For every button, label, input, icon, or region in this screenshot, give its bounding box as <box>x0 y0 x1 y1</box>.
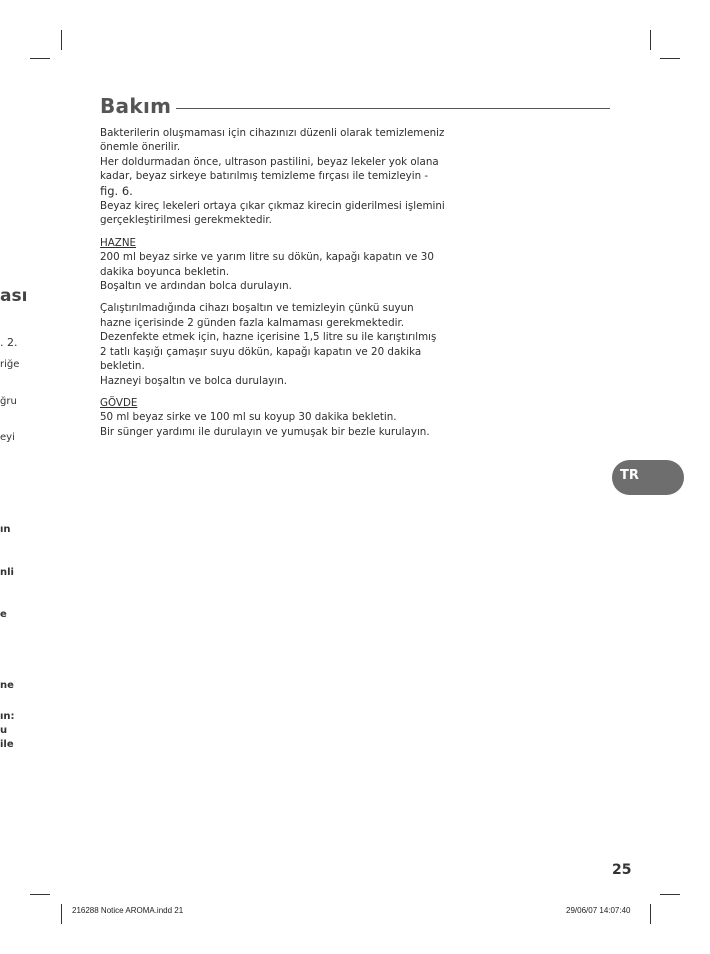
crop-mark <box>30 58 50 59</box>
page-title: Bakım <box>100 94 172 118</box>
crop-mark <box>660 894 680 895</box>
figure-reference: fig. 6. <box>100 183 133 198</box>
footer-file-info: 216288 Notice AROMA.indd 21 <box>72 906 184 915</box>
language-tab <box>612 460 684 495</box>
intro-paragraph: Bakterilerin oluşmaması için cihazınızı düzenli olarak temizlemeniz önemle önerilir. <box>100 127 445 154</box>
edge-text: ın: <box>0 711 15 722</box>
limescale-paragraph: Beyaz kireç lekeleri ortaya çıkar çıkmaz kirecin giderilmesi işlemini gerçekleştirilmesi gerekmektedir. <box>100 200 445 227</box>
crop-mark <box>61 904 62 924</box>
crop-mark <box>61 30 62 50</box>
page-number: 25 <box>612 862 632 878</box>
edge-text: ğru <box>0 396 17 407</box>
section-header <box>100 94 610 124</box>
edge-text: ile <box>0 739 14 750</box>
footer-timestamp: 29/06/07 14:07:40 <box>566 906 631 915</box>
crop-mark <box>660 58 680 59</box>
govde-paragraph: Bir sünger yardımı ile durulayın ve yumuşak bir bezle kurulayın. <box>100 425 430 438</box>
crop-mark <box>30 894 50 895</box>
hazne-paragraph: 200 ml beyaz sirke ve yarım litre su dökün, kapağı kapatın ve 30 dakika boyunca bekletin. <box>100 251 434 278</box>
main-content <box>100 126 445 439</box>
instruction-paragraph <box>100 155 445 199</box>
edge-text: u <box>0 725 8 736</box>
hazne-paragraph: Çalıştırılmadığında cihazı boşaltın ve temizleyin çünkü suyun hazne içerisinde 2 günden fazla kalmaması gerekmektedir. <box>100 302 414 329</box>
edge-text: ın <box>0 524 11 535</box>
edge-text: e <box>0 609 7 620</box>
edge-text: ası <box>0 286 28 306</box>
hazne-paragraph: Boşaltın ve ardından bolca durulayın. <box>100 280 292 293</box>
hazne-paragraph: Dezenfekte etmek için, hazne içerisine 1,5 litre su ile karıştırılmış 2 tatlı kaşığı çamaşır suyu dökün, kapağı kapatın ve 20 dakika bekletin. <box>100 331 437 373</box>
language-tab-label: TR <box>620 468 639 483</box>
edge-text: . 2. <box>0 336 18 349</box>
crop-mark <box>650 30 651 50</box>
hazne-heading: HAZNE <box>100 236 137 249</box>
govde-paragraph: 50 ml beyaz sirke ve 100 ml su koyup 30 dakika bekletin. <box>100 411 397 424</box>
govde-heading: GÖVDE <box>100 396 138 409</box>
title-rule <box>176 108 610 109</box>
crop-mark <box>650 904 651 924</box>
edge-text: nli <box>0 567 14 578</box>
edge-text: riğe <box>0 359 20 370</box>
edge-text: ne <box>0 680 14 691</box>
hazne-paragraph: Hazneyi boşaltın ve bolca durulayın. <box>100 374 288 387</box>
instruction-text: Her doldurmadan önce, ultrason pastilini, beyaz lekeler yok olana kadar, beyaz sirkeye batırılmış temizleme fırçası ile temizleyin - <box>100 155 439 183</box>
edge-text: eyi <box>0 432 15 443</box>
